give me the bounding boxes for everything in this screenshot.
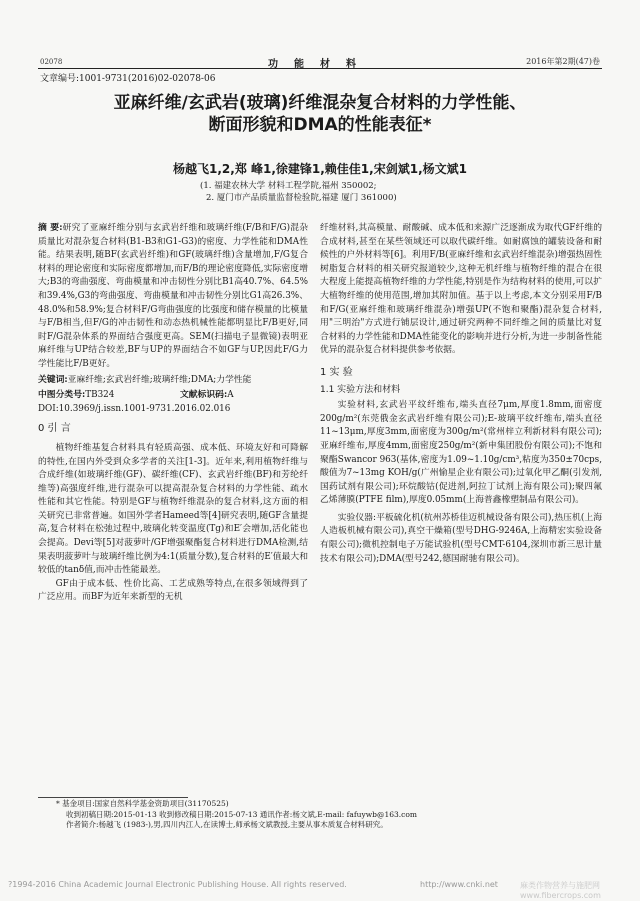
affiliation-1: (1. 福建农林大学 材料工程学院,福州 350002; — [200, 181, 377, 191]
right-paragraph-1: 纤维材料,其高模量、耐酸碱、成本低和来源广泛逐渐成为取代GF纤维的合成材料,甚至在某些领域还可以取代碳纤维。如耐腐蚀的罐装设备和耐候性的户外材料等[6]。利用F/B(亚麻纤维和玄武岩纤维混杂)增强热固性树脂复合材料的相关研究报道较少,这种无机纤维与植物纤维的混合在很大程度上能提高植物纤维的力学性能,特别是作为结构材料的使用,可以扩大植物纤维的使用范围,增加其附加值。基于以上考虑,本文分别采用F/B和F/G(亚麻纤维和玻璃纤维混杂)增强UP(不饱和聚酯)混杂复合材料,用"三明治"方式进行铺层设计,通过研究两种不同纤维之间的质量比对复合材料的力学性能和DMA性能变化的影响并进行分析,为进一步制备性能优异的混杂复合材料提供参考依据。 — [320, 223, 602, 356]
instruments-paragraph: 实验仪器:平板硫化机(杭州苏桥佳迈机械设备有限公司),热压机(上海人造板机械有限公司),真空干燥箱(型号DHG-9246A,上海精宏实验设备有限公司);微机控制电子万能试验机(型号CMT-6104,深圳市新三思计量技术有限公司);DMA(型号242,德国耐驰有限公司)。 — [320, 512, 602, 564]
keywords-text: 亚麻纤维;玄武岩纤维;玻璃纤维;DMA;力学性能 — [67, 374, 252, 385]
title-line-2: 断面形貌和DMA的性能表征* — [208, 115, 432, 135]
section-0-title: 0 引 言 — [38, 423, 71, 435]
cnki-link[interactable]: http://www.cnki.net — [420, 880, 498, 889]
author-list: 杨越飞1,2,郑 峰1,徐建锋1,赖佳佳1,宋剑斌1,杨文斌1 — [173, 162, 467, 176]
paper-title — [40, 92, 600, 136]
footnote-author-bio: 作者简介:杨越飞 (1983-),男,四川内江人,在读博士,师承杨文斌教授,主要从事木质复合材料研究。 — [66, 820, 388, 829]
footnote-rule — [38, 797, 188, 798]
right-column — [320, 222, 602, 566]
watermark-text: 麻类作物营养与施肥网 www.fibercrops.com — [520, 881, 601, 900]
footnote-funding: * 基金项目:国家自然科学基金资助项目(31170525) — [56, 799, 229, 808]
abstract-text: 研究了亚麻纤维分别与玄武岩纤维和玻璃纤维(F/B和F/G)混杂质量比对混杂复合材料(B1-B3和G1-G3)的密度、力学性能和DMA性能。结果表明,随BF(玄武岩纤维)和GF(玻璃纤维)含量增加,F/G复合材料的理论密度和实际密度都增加,而F/B的理论密度降低,实际密度增大;B3的弯曲强度、弯曲模量和冲击韧性分别比B1高40.7%、64.5%和39.4%,G3的弯曲强度、弯曲模量和冲击韧性分别比G1高26.3%、48.0%和58.9%;复合材料F/G弯曲强度的比强度和储存模量的比模量与F/B相当,但F/G的冲击韧性和动态热机械性能都明显比F/B更好,同时F/G混杂体系的界面结合强度更高。SEM(扫描电子显微镜)表明亚麻纤维与UP结合较差,BF与UP的界面结合不如GF与UP,因此F/G力学性能比F/B更好。 — [38, 223, 308, 369]
keywords-label: 关键词: — [38, 374, 68, 385]
clc-value: TB324 — [85, 390, 115, 401]
footnotes — [56, 799, 602, 831]
header-rule — [38, 68, 602, 69]
doc-code-label: 文献标识码: — [179, 390, 228, 401]
issue-info: 2016年第2期(47)卷 — [526, 57, 600, 66]
affiliations — [200, 180, 397, 204]
title-line-1: 亚麻纤维/玄武岩(玻璃)纤维混杂复合材料的力学性能、 — [113, 93, 527, 113]
affiliation-2: 2. 厦门市产品质量监督检验院,福建 厦门 361000) — [206, 193, 397, 203]
intro-paragraph-2: GF由于成本低、性价比高、工艺成熟等特点,在很多领域得到了广泛应用。而BF为近年来新型的无机 — [38, 578, 308, 603]
abstract — [38, 222, 308, 372]
page-number: 02078 — [40, 58, 63, 66]
section-1-title: 1 实 验 — [320, 366, 353, 378]
keywords — [38, 374, 308, 388]
article-number: 文章编号:1001-9731(2016)02-02078-06 — [40, 74, 216, 84]
intro-paragraph-1: 植物纤维基复合材料具有轻质高强、成本低、环境友好和可降解的特性,在国内外受到众多学者的关注[1-3]。近年来,利用植物纤维与合成纤维(如玻璃纤维(GF)、碳纤维(CF)、玄武岩纤维(BF)和芳纶纤维等)高强度纤维,进行混杂可以提高混杂复合材料的力学性能、疏水性能和其它性能。特别是GF与植物纤维混杂的复合材料,这方面的相关研究已非常普遍。如国外学者Hameed等[4]研究表明,随GF含量提高,复合材料在松弛过程中,玻璃化转变温度(Tg)和E′会增加,活化能也会提高。Devi等[5]对菠萝叶/GF增强聚酯复合材料进行DMA检测,结果表明菠萝叶与玻璃纤维比例为4:1(质量分数),复合材料的E′值最大和较低的tanδ值,而冲击性能最差。 — [38, 442, 308, 576]
abstract-label: 摘 要: — [38, 223, 63, 233]
materials-paragraph: 实验材料,玄武岩平纹纤维布,端头直径7μm,厚度1.8mm,面密度200g/m²(东莞俄金玄武岩纤维有限公司);E-玻璃平纹纤维布,端头直径11~13μm,厚度3mm,面密度为300g/m²(常州梓立利新材料有限公司);亚麻纤维布,厚度4mm,面密度250g/m²(新申集团股份有限公司);不饱和聚酯Swancor 963(基体,密度为1.09~1.10g/cm³,粘度为350±70cps,酸值为7~13mg KOH/g(广州愉星企业有限公司);过氧化甲乙酮(引发剂,国药试剂有限公司);环烷酸钴(促进剂,阿拉丁试剂上海有限公司);聚四氟乙烯薄膜(PTFE film),厚度0.05mm(上海普鑫橡塑制品有限公司)。 — [320, 400, 602, 506]
copyright-text: ?1994-2016 China Academic Journal Electronic Publishing House. All rights reserved. — [8, 880, 347, 889]
left-column — [38, 222, 308, 605]
doc-code-value: A — [227, 390, 234, 401]
classification-line — [38, 389, 308, 403]
section-1-1-title: 1.1 实验方法和材料 — [320, 384, 401, 395]
journal-name: 功能材料 — [268, 59, 372, 70]
footnote-dates: 收到初稿日期:2015-01-13 收到修改稿日期:2015-07-13 通讯作者:杨文斌,E-mail: fafuywb@163.com — [66, 809, 417, 819]
clc-label: 中图分类号: — [38, 390, 86, 401]
doi: DOI:10.3969/j.issn.1001-9731.2016.02.016 — [38, 403, 231, 414]
